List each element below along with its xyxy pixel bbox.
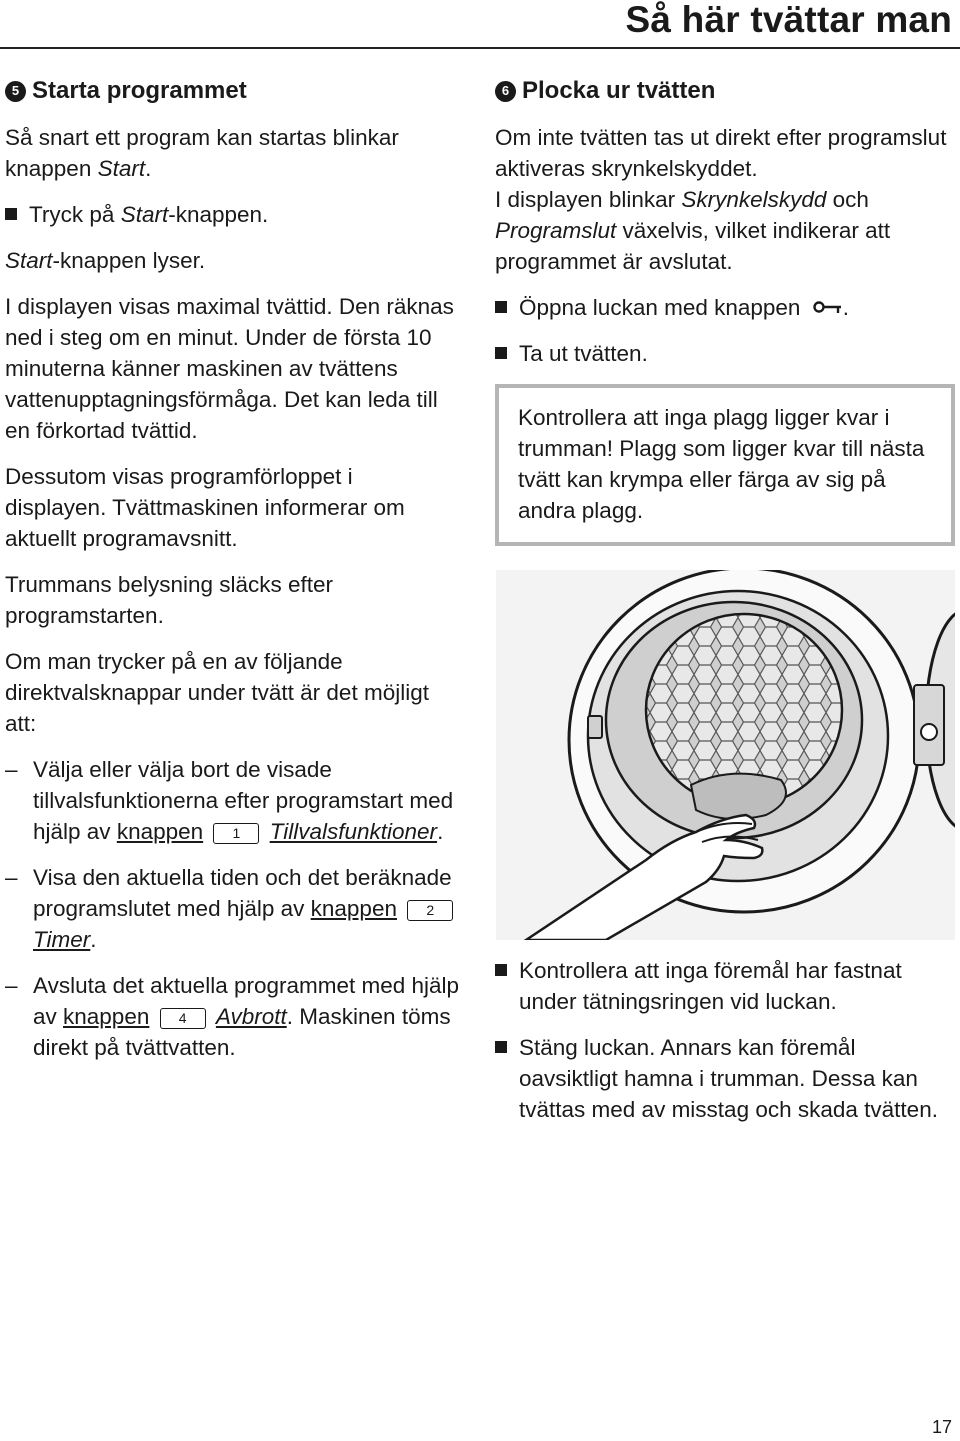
- instruction-close-door: Stäng luckan. Annars kan föremål oavsiktligt hamna i trumman. Dessa kan tvättas med av misstag och skada tvätten.: [495, 1032, 955, 1125]
- paragraph-drum-light: Trummans belysning släcks efter programstarten.: [5, 572, 334, 628]
- dash-marker: –: [5, 973, 18, 998]
- instruction-check-gasket: Kontrollera att inga föremål har fastnat under tätningsringen vid luckan.: [495, 955, 955, 1017]
- warning-text: Kontrollera att inga plagg ligger kvar i trumman! Plagg som ligger kvar till nästa tvätt kan krympa eller färga av sig på andra plagg.: [518, 405, 925, 523]
- page-number: 17: [931, 1417, 952, 1437]
- washing-machine-illustration: [496, 570, 955, 940]
- dash-item-options: – Välja eller välja bort de visade tillvalsfunktionerna efter programstart med hjälp av knappen 1 Tillvalsfunktioner.: [5, 754, 460, 847]
- bullet-square-icon: [495, 1041, 507, 1053]
- section-title: Plocka ur tvätten: [522, 77, 716, 104]
- key-4-icon: 4: [160, 1008, 206, 1029]
- dash-marker: –: [5, 865, 18, 890]
- bullet-square-icon: [495, 347, 507, 359]
- bullet-square-icon: [495, 301, 507, 313]
- step-number-badge: 5: [5, 81, 26, 102]
- key-icon: [813, 301, 843, 317]
- paragraph-display-blinks: I displayen blinkar Skrynkelskydd och Programslut växelvis, vilket indikerar att programmet är avslutat.: [495, 187, 891, 274]
- section-heading-unload: [495, 75, 955, 107]
- dash-item-cancel: – Avsluta det aktuella programmet med hjälp av knappen 4 Avbrott. Maskinen töms direkt på tvättvatten.: [5, 970, 460, 1063]
- key-2-icon: 2: [407, 900, 453, 921]
- left-column: [5, 75, 460, 1078]
- section-heading-start: [5, 75, 460, 107]
- step-number-badge: 6: [495, 81, 516, 102]
- bullet-square-icon: [495, 964, 507, 976]
- paragraph-start-blinks: Så snart ett program kan startas blinkar knappen Start.: [5, 125, 399, 181]
- paragraph-crease-guard: Om inte tvätten tas ut direkt efter programslut aktiveras skrynkelskyddet.: [495, 125, 947, 181]
- paragraph-direct-keys: Om man trycker på en av följande direktvalsknappar under tvätt är det möjligt att:: [5, 649, 429, 736]
- bullet-square-icon: [5, 208, 17, 220]
- paragraph-program-progress: Dessutom visas programförloppet i displayen. Tvättmaskinen informerar om aktuellt programavsnitt.: [5, 464, 405, 551]
- paragraph-display-time: I displayen visas maximal tvättid. Den räknas ned i steg om en minut. Under de första 10 minuterna känner maskinen av tvättens vattenupptagningsförmåga. Det kan leda till en förkortad tvättid.: [5, 294, 454, 443]
- warning-box: [495, 384, 955, 546]
- section-title: Starta programmet: [32, 77, 247, 104]
- paragraph-start-lit: Start-knappen lyser.: [5, 248, 206, 273]
- dash-item-timer: – Visa den aktuella tiden och det beräknade programslutet med hjälp av knappen 2 Timer.: [5, 862, 460, 955]
- instruction-open-door: Öppna luckan med knappen .: [495, 292, 955, 323]
- instruction-press-start: Tryck på Start-knappen.: [5, 199, 460, 230]
- page-header-title: Så här tvättar man: [625, 0, 952, 40]
- dash-marker: –: [5, 757, 18, 782]
- key-1-icon: 1: [213, 823, 259, 844]
- right-column-lower: [495, 955, 955, 1140]
- right-column: [495, 75, 955, 546]
- instruction-remove-laundry: Ta ut tvätten.: [495, 338, 955, 369]
- header-rule: [0, 47, 960, 49]
